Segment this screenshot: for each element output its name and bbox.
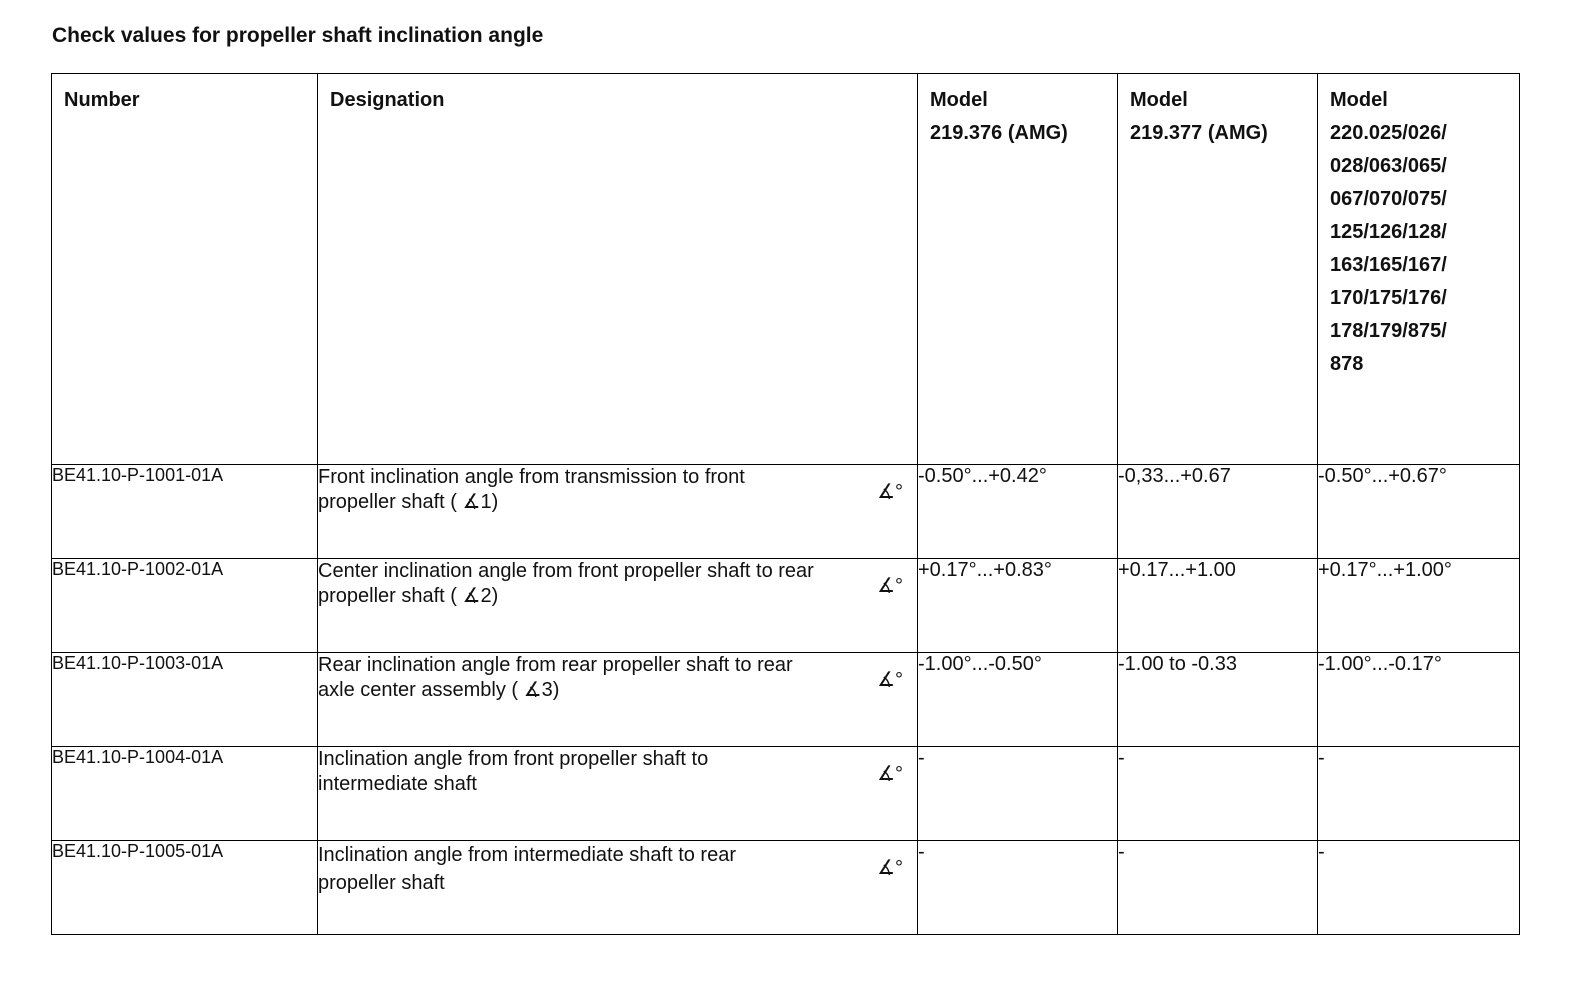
row-number: BE41.10-P-1001-01A — [52, 465, 318, 559]
designation-text: Inclination angle from intermediate shaft to rear propeller shaft — [318, 844, 736, 894]
designation-text: Center inclination angle from front propeller shaft to rear propeller shaft ( ∡2) — [318, 560, 814, 607]
header-model-3-code-line: 125/126/128/ — [1330, 221, 1447, 243]
header-number: Number — [52, 74, 318, 465]
table-row — [52, 559, 1520, 653]
row-number: BE41.10-P-1004-01A — [52, 747, 318, 841]
header-model-3-code-line: 028/063/065/ — [1330, 155, 1447, 177]
header-model-2-code: 219.377 (AMG) — [1130, 122, 1268, 144]
header-model-3-code-line: 178/179/875/ — [1330, 320, 1447, 342]
row-model-3-value: +0.17°...+1.00° — [1318, 559, 1520, 653]
angle-icon: ∡° — [877, 857, 903, 879]
table-row — [52, 841, 1520, 935]
row-model-2-value: -0,33...+0.67 — [1118, 465, 1318, 559]
header-model-1 — [918, 74, 1118, 465]
header-model-3-code-line: 878 — [1330, 353, 1364, 375]
row-model-2-value: +0.17...+1.00 — [1118, 559, 1318, 653]
row-model-1-value: +0.17°...+0.83° — [918, 559, 1118, 653]
row-model-3-value: -1.00°...-0.17° — [1318, 653, 1520, 747]
designation-text: Rear inclination angle from rear propeller shaft to rear axle center assembly ( ∡3) — [318, 654, 793, 701]
header-model-1-label: Model — [930, 89, 988, 111]
row-model-3-value: - — [1318, 841, 1520, 935]
designation-text: Front inclination angle from transmission to front propeller shaft ( ∡1) — [318, 466, 745, 513]
inclination-angle-table — [51, 73, 1520, 935]
row-model-1-value: -1.00°...-0.50° — [918, 653, 1118, 747]
row-model-2-value: - — [1118, 841, 1318, 935]
row-model-1-value: -0.50°...+0.42° — [918, 465, 1118, 559]
angle-icon: ∡° — [877, 575, 903, 597]
row-number: BE41.10-P-1003-01A — [52, 653, 318, 747]
table-row — [52, 747, 1520, 841]
header-model-3-code-line: 067/070/075/ — [1330, 188, 1447, 210]
row-model-3-value: - — [1318, 747, 1520, 841]
row-number: BE41.10-P-1002-01A — [52, 559, 318, 653]
table-row — [52, 465, 1520, 559]
row-number: BE41.10-P-1005-01A — [52, 841, 318, 935]
row-designation — [318, 747, 918, 841]
row-model-1-value: - — [918, 747, 1118, 841]
row-designation — [318, 653, 918, 747]
header-model-3 — [1318, 74, 1520, 465]
row-model-3-value: -0.50°...+0.67° — [1318, 465, 1520, 559]
row-designation — [318, 559, 918, 653]
header-model-3-code-line: 220.025/026/ — [1330, 122, 1447, 144]
table-row — [52, 653, 1520, 747]
header-model-2-label: Model — [1130, 89, 1188, 111]
page-title: Check values for propeller shaft inclination angle — [52, 24, 544, 47]
header-model-3-label: Model — [1330, 89, 1388, 111]
header-model-1-code: 219.376 (AMG) — [930, 122, 1068, 144]
row-model-2-value: -1.00 to -0.33 — [1118, 653, 1318, 747]
table-header-row — [52, 74, 1520, 465]
header-model-3-code-line: 163/165/167/ — [1330, 254, 1447, 276]
designation-text: Inclination angle from front propeller shaft to intermediate shaft — [318, 748, 709, 795]
angle-icon: ∡° — [877, 481, 903, 503]
row-designation — [318, 841, 918, 935]
angle-icon: ∡° — [877, 763, 903, 785]
row-model-2-value: - — [1118, 747, 1318, 841]
angle-icon: ∡° — [877, 669, 903, 691]
header-designation: Designation — [318, 74, 918, 465]
header-model-3-code-line: 170/175/176/ — [1330, 287, 1447, 309]
row-designation — [318, 465, 918, 559]
header-model-2 — [1118, 74, 1318, 465]
row-model-1-value: - — [918, 841, 1118, 935]
